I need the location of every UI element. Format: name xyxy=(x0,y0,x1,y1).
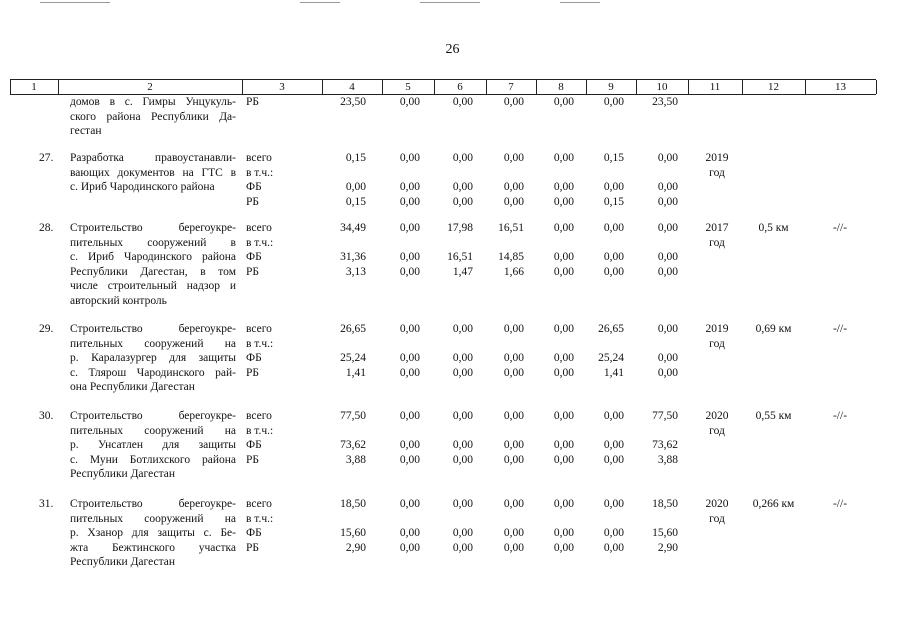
value-cell: 0,00 xyxy=(657,195,678,208)
row-description-line: пительных сооружений на xyxy=(70,337,236,350)
value-cell: 0,00 xyxy=(553,541,574,554)
value-cell: 0,00 xyxy=(399,366,420,379)
scan-artifact xyxy=(300,2,340,3)
row-description-line: пительных сооружений на xyxy=(70,424,236,437)
funding-type: РБ xyxy=(246,195,259,208)
scan-artifact xyxy=(560,2,600,3)
value-cell: 0,00 xyxy=(399,323,420,335)
funding-type: в т.ч.: xyxy=(246,424,274,437)
row-description-line: домов в с. Гимры Унцукуль- xyxy=(70,96,236,108)
value-cell: 18,50 xyxy=(340,498,366,510)
funding-type: всего xyxy=(246,152,272,164)
value-cell: 25,24 xyxy=(340,352,366,364)
table-header-row xyxy=(10,79,876,95)
row-number: 30. xyxy=(39,410,54,422)
funding-type: ФБ xyxy=(246,352,262,364)
row-number: 28. xyxy=(39,222,54,234)
row-description-line: Строительство берегоукре- xyxy=(70,498,236,510)
column-header: 9 xyxy=(608,81,614,93)
column-header: 6 xyxy=(457,81,463,93)
value-cell: 3,13 xyxy=(345,265,366,278)
year-cell: 2019 xyxy=(705,323,729,335)
row-description-line: жта Бежтинского участка xyxy=(70,541,236,554)
value-cell: 0,00 xyxy=(657,265,678,278)
funding-type: РБ xyxy=(246,453,259,466)
value-cell: 0,00 xyxy=(553,366,574,379)
year-cell: 2020 xyxy=(705,498,729,510)
value-cell: 3,88 xyxy=(657,453,678,466)
value-cell: 77,50 xyxy=(652,410,678,422)
value-cell: 1,66 xyxy=(503,265,524,278)
funding-type: РБ xyxy=(246,541,259,554)
funding-type: в т.ч.: xyxy=(246,236,274,249)
value-cell: 0,00 xyxy=(452,410,473,422)
value-cell: 0,00 xyxy=(399,352,420,364)
value-cell: 0,00 xyxy=(553,439,574,451)
value-cell: 0,00 xyxy=(452,527,473,539)
row-description-line: числе строительный надзор и xyxy=(70,280,236,292)
value-cell: 0,00 xyxy=(603,453,624,466)
row-description-line: Республики Дагестан xyxy=(70,556,175,568)
column-header: 10 xyxy=(656,81,668,93)
funding-type: РБ xyxy=(246,265,259,278)
value-cell: 23,50 xyxy=(340,96,366,108)
value-cell: 77,50 xyxy=(340,410,366,422)
header-divider xyxy=(636,80,637,94)
value-cell: 0,00 xyxy=(503,453,524,466)
row-number: 31. xyxy=(39,498,54,510)
row-description-line: гестан xyxy=(70,125,102,137)
value-cell: 14,85 xyxy=(498,251,524,263)
year-cell: 2017 xyxy=(705,222,729,234)
value-cell: 0,00 xyxy=(553,251,574,263)
value-cell: 0,00 xyxy=(399,181,420,193)
row-description-line: Разработка правоустанавли- xyxy=(70,152,236,164)
row-description-line: вающих документов на ГТС в xyxy=(70,166,236,179)
value-cell: 0,00 xyxy=(452,498,473,510)
header-divider xyxy=(876,80,877,94)
value-cell: 73,62 xyxy=(652,439,678,451)
value-cell: 26,65 xyxy=(340,323,366,335)
value-cell: 31,36 xyxy=(340,251,366,263)
value-cell: 0,00 xyxy=(503,323,524,335)
column-header: 13 xyxy=(835,81,846,93)
value-cell: 0,00 xyxy=(503,541,524,554)
row-number: 27. xyxy=(39,152,54,164)
value-cell: 16,51 xyxy=(498,222,524,234)
year-unit-cell: год xyxy=(709,337,725,350)
note-cell: -//- xyxy=(832,498,848,510)
value-cell: 0,00 xyxy=(503,366,524,379)
value-cell: 0,00 xyxy=(399,527,420,539)
header-divider xyxy=(536,80,537,94)
value-cell: 0,00 xyxy=(399,410,420,422)
value-cell: 15,60 xyxy=(652,527,678,539)
funding-type: ФБ xyxy=(246,181,262,193)
value-cell: 0,00 xyxy=(553,195,574,208)
value-cell: 0,00 xyxy=(603,410,624,422)
scan-artifact xyxy=(420,2,480,3)
row-description-line: р. Каралазургер для защиты xyxy=(70,352,236,364)
column-header: 3 xyxy=(279,81,285,93)
value-cell: 16,51 xyxy=(447,251,473,263)
value-cell: 0,00 xyxy=(657,181,678,193)
value-cell: 0,00 xyxy=(603,222,624,234)
funding-type: в т.ч.: xyxy=(246,337,274,350)
value-cell: 0,00 xyxy=(553,181,574,193)
funding-type: РБ xyxy=(246,96,259,108)
value-cell: 0,00 xyxy=(452,439,473,451)
value-cell: 23,50 xyxy=(652,96,678,108)
header-divider xyxy=(434,80,435,94)
funding-type: всего xyxy=(246,410,272,422)
value-cell: 0,00 xyxy=(399,195,420,208)
note-cell: -//- xyxy=(832,222,848,234)
value-cell: 34,49 xyxy=(340,222,366,234)
row-description-line: с. Муни Ботлихского района xyxy=(70,453,236,466)
row-description-line: с. Ириб Чародинского района xyxy=(70,251,236,263)
row-description-line: Строительство берегоукре- xyxy=(70,323,236,335)
value-cell: 0,00 xyxy=(503,498,524,510)
funding-type: всего xyxy=(246,222,272,234)
value-cell: 0,00 xyxy=(503,195,524,208)
value-cell: 73,62 xyxy=(340,439,366,451)
value-cell: 0,00 xyxy=(399,498,420,510)
column-header: 2 xyxy=(147,81,153,93)
column-header: 7 xyxy=(508,81,514,93)
row-description-line: она Республики Дагестан xyxy=(70,381,195,393)
value-cell: 0,00 xyxy=(657,222,678,234)
row-description-line: авторский контроль xyxy=(70,294,167,307)
header-divider xyxy=(242,80,243,94)
value-cell: 0,00 xyxy=(603,527,624,539)
capacity-cell: 0,266 км xyxy=(752,498,795,510)
value-cell: 0,00 xyxy=(452,152,473,164)
value-cell: 0,00 xyxy=(399,439,420,451)
value-cell: 0,00 xyxy=(399,251,420,263)
column-header: 12 xyxy=(768,81,779,93)
value-cell: 0,00 xyxy=(603,265,624,278)
funding-type: в т.ч.: xyxy=(246,166,274,179)
value-cell: 0,00 xyxy=(345,181,366,193)
row-description-line: Строительство берегоукре- xyxy=(70,222,236,234)
row-description-line: пительных сооружений на xyxy=(70,512,236,525)
value-cell: 0,00 xyxy=(503,352,524,364)
value-cell: 0,00 xyxy=(452,96,473,108)
year-unit-cell: год xyxy=(709,166,725,179)
funding-type: всего xyxy=(246,323,272,335)
row-description-line: пительных сооружений в xyxy=(70,236,236,249)
year-unit-cell: год xyxy=(709,236,725,249)
value-cell: 2,90 xyxy=(345,541,366,554)
row-description-line: с. Тлярош Чародинского рай- xyxy=(70,366,236,379)
year-unit-cell: год xyxy=(709,512,725,525)
funding-type: РБ xyxy=(246,366,259,379)
value-cell: 18,50 xyxy=(652,498,678,510)
value-cell: 0,00 xyxy=(553,96,574,108)
value-cell: 0,00 xyxy=(657,352,678,364)
column-header: 5 xyxy=(405,81,411,93)
value-cell: 0,00 xyxy=(399,265,420,278)
value-cell: 0,00 xyxy=(503,527,524,539)
value-cell: 0,00 xyxy=(503,410,524,422)
value-cell: 0,00 xyxy=(553,410,574,422)
value-cell: 0,15 xyxy=(603,152,624,164)
column-header: 8 xyxy=(558,81,564,93)
value-cell: 1,47 xyxy=(452,265,473,278)
value-cell: 0,00 xyxy=(553,498,574,510)
funding-type: всего xyxy=(246,498,272,510)
value-cell: 0,00 xyxy=(553,453,574,466)
value-cell: 0,00 xyxy=(603,251,624,263)
value-cell: 0,00 xyxy=(657,323,678,335)
row-description-line: Республики Дагестан xyxy=(70,468,175,480)
header-divider xyxy=(586,80,587,94)
header-divider xyxy=(688,80,689,94)
value-cell: 0,15 xyxy=(603,195,624,208)
value-cell: 0,00 xyxy=(553,527,574,539)
value-cell: 0,00 xyxy=(452,352,473,364)
funding-type: ФБ xyxy=(246,527,262,539)
row-description-line: р. Хзанор для защиты с. Бе- xyxy=(70,527,236,539)
value-cell: 0,00 xyxy=(603,96,624,108)
header-divider xyxy=(322,80,323,94)
column-header: 11 xyxy=(709,81,721,93)
value-cell: 0,00 xyxy=(452,453,473,466)
value-cell: 0,00 xyxy=(603,541,624,554)
value-cell: 0,00 xyxy=(603,181,624,193)
capacity-cell: 0,69 км xyxy=(755,323,792,335)
value-cell: 0,00 xyxy=(603,439,624,451)
value-cell: 0,00 xyxy=(603,498,624,510)
value-cell: 0,00 xyxy=(657,366,678,379)
header-divider xyxy=(58,80,59,94)
value-cell: 0,00 xyxy=(399,541,420,554)
value-cell: 2,90 xyxy=(657,541,678,554)
row-description-line: ского района Республики Да- xyxy=(70,110,236,123)
value-cell: 25,24 xyxy=(598,352,624,364)
value-cell: 1,41 xyxy=(345,366,366,379)
header-divider xyxy=(10,80,11,94)
capacity-cell: 0,5 км xyxy=(758,222,789,234)
funding-type: ФБ xyxy=(246,439,262,451)
value-cell: 0,00 xyxy=(553,323,574,335)
value-cell: 0,00 xyxy=(452,195,473,208)
header-divider xyxy=(486,80,487,94)
value-cell: 0,00 xyxy=(553,265,574,278)
value-cell: 0,00 xyxy=(657,152,678,164)
value-cell: 0,00 xyxy=(503,152,524,164)
column-header: 4 xyxy=(349,81,355,93)
year-cell: 2020 xyxy=(705,410,729,422)
capacity-cell: 0,55 км xyxy=(755,410,792,422)
value-cell: 0,00 xyxy=(399,453,420,466)
note-cell: -//- xyxy=(832,323,848,335)
value-cell: 0,00 xyxy=(452,541,473,554)
value-cell: 0,00 xyxy=(503,96,524,108)
page-number: 26 xyxy=(445,42,460,57)
value-cell: 0,00 xyxy=(503,439,524,451)
row-description-line: Республики Дагестан, в том xyxy=(70,265,236,278)
value-cell: 0,00 xyxy=(452,366,473,379)
header-divider xyxy=(382,80,383,94)
value-cell: 1,41 xyxy=(603,366,624,379)
note-cell: -//- xyxy=(832,410,848,422)
value-cell: 0,00 xyxy=(503,181,524,193)
value-cell: 0,15 xyxy=(345,152,366,164)
row-description-line: р. Унсатлен для защиты xyxy=(70,439,236,451)
value-cell: 0,00 xyxy=(553,222,574,234)
value-cell: 0,00 xyxy=(452,323,473,335)
value-cell: 0,00 xyxy=(399,152,420,164)
value-cell: 0,00 xyxy=(399,222,420,234)
column-header: 1 xyxy=(31,81,37,93)
value-cell: 15,60 xyxy=(340,527,366,539)
row-description-line: с. Ириб Чародинского района xyxy=(70,181,215,193)
scan-artifact xyxy=(40,2,110,3)
funding-type: ФБ xyxy=(246,251,262,263)
header-divider xyxy=(805,80,806,94)
year-cell: 2019 xyxy=(705,152,729,164)
value-cell: 26,65 xyxy=(598,323,624,335)
value-cell: 0,15 xyxy=(345,195,366,208)
value-cell: 0,00 xyxy=(399,96,420,108)
value-cell: 0,00 xyxy=(553,352,574,364)
value-cell: 3,88 xyxy=(345,453,366,466)
row-description-line: Строительство берегоукре- xyxy=(70,410,236,422)
value-cell: 17,98 xyxy=(447,222,473,234)
value-cell: 0,00 xyxy=(553,152,574,164)
funding-type: в т.ч.: xyxy=(246,512,274,525)
header-divider xyxy=(742,80,743,94)
year-unit-cell: год xyxy=(709,424,725,437)
value-cell: 0,00 xyxy=(452,181,473,193)
row-number: 29. xyxy=(39,323,54,335)
value-cell: 0,00 xyxy=(657,251,678,263)
